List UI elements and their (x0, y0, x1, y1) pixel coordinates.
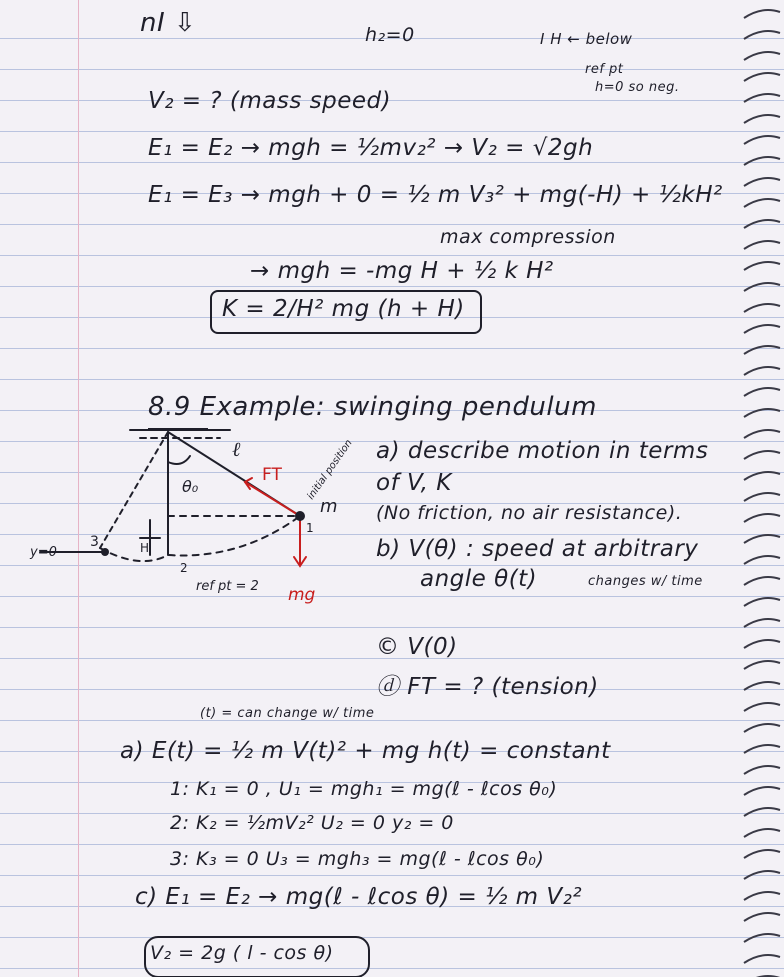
note-top-right: I H ← below (540, 30, 633, 48)
tension-arrow (245, 482, 300, 516)
note-of-vk: of V, K (376, 470, 452, 496)
note-e1-e2: E₁ = E₂ → mgh = ½mv₂² → V₂ = √2gh (148, 135, 594, 161)
note-part-a: a) describe motion in terms (376, 438, 709, 464)
note-max-compression: max compression (440, 226, 616, 248)
fig-ft-label: FT (262, 465, 282, 485)
note-e1-e3: E₁ = E₃ → mgh + 0 = ½ m V₃² + mg(-H) + ½kH² (148, 182, 723, 208)
note-a-state-3: 3: K₃ = 0 U₃ = mgh₃ = mg(ℓ - ℓcos θ₀) (170, 848, 545, 870)
fig-initial-label: initial position (305, 437, 355, 502)
fig-theta-label: θ₀ (182, 477, 199, 496)
fig-point-2: 2 (180, 561, 188, 575)
note-a-state-2: 2: K₂ = ½mV₂² U₂ = 0 y₂ = 0 (170, 812, 454, 834)
theta-arc (168, 456, 190, 464)
note-part-d: ⓓ FT = ? (tension) (376, 674, 599, 700)
note-changes: changes w/ time (588, 574, 703, 589)
note-mgh-eq: → mgh = -mg H + ½ k H² (250, 258, 554, 284)
mass-bob (295, 511, 305, 521)
note-c-equation: c) E₁ = E₂ → mg(ℓ - ℓcos θ) = ½ m V₂² (135, 884, 583, 910)
note-a-constant: a) E(t) = ½ m V(t)² + mg h(t) = constant (120, 738, 611, 764)
fig-l-label: ℓ (232, 437, 241, 461)
example-title: 8.9 Example: swinging pendulum (148, 392, 597, 422)
note-h-neg: h=0 so neg. (595, 80, 680, 95)
point-3-dot (101, 548, 109, 556)
note-part-c: © V(0) (376, 634, 458, 660)
fig-m-label: m (320, 496, 338, 517)
note-a-state-1: 1: K₁ = 0 , U₁ = mgh₁ = mg(ℓ - ℓcos θ₀) (170, 778, 558, 800)
fig-h-label: H (140, 541, 150, 555)
note-v2-result: V₂ = 2g ( l - cos θ) (150, 942, 334, 964)
fig-y0-label: y=0 (30, 545, 57, 560)
fig-point-1: 1 (306, 521, 314, 535)
note-part-b: b) V(θ) : speed at arbitrary (376, 536, 699, 562)
note-v2-question: V₂ = ? (mass speed) (148, 88, 392, 114)
fig-ref-label: ref pt = 2 (196, 579, 259, 594)
note-h2: h₂=0 (365, 24, 415, 46)
note-top-left: nI ⇩ (140, 8, 197, 38)
note-ref-pt: ref pt (585, 62, 624, 77)
note-k-result: K = 2/H² mg (h + H) (222, 296, 465, 322)
fig-mg-label: mg (288, 585, 316, 605)
note-angle: angle θ(t) (420, 566, 538, 592)
swing-arc (100, 516, 300, 561)
note-can-change: (t) = can change w/ time (200, 706, 375, 721)
string-left (100, 432, 168, 548)
note-no-friction: (No friction, no air resistance). (376, 502, 683, 524)
fig-point-3: 3 (90, 534, 99, 550)
